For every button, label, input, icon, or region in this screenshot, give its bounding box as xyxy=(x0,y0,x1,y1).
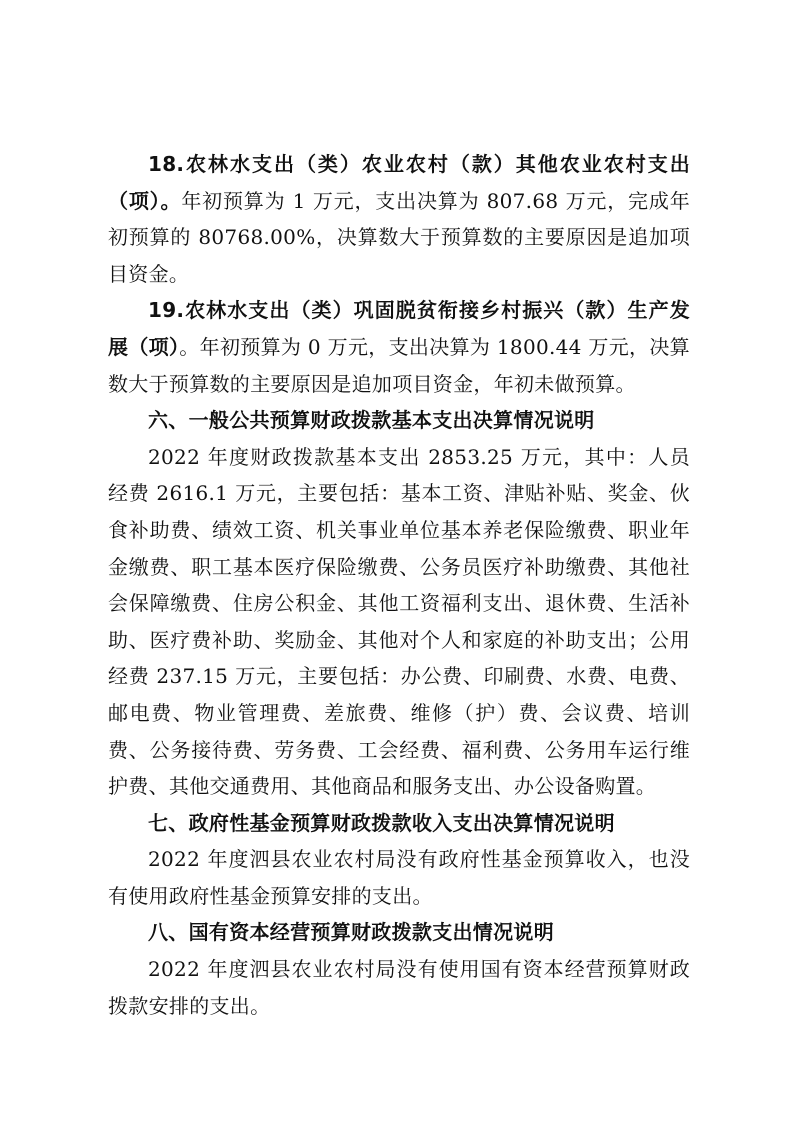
section-6-title: 六、一般公共预算财政拨款基本支出决算情况说明 xyxy=(148,408,595,433)
section-8-title: 八、国有资本经营预算财政拨款支出情况说明 xyxy=(148,920,554,945)
item-18-heading: 18.农林水支出（类）农业农村（款）其他农业农村支出（项）。 xyxy=(108,152,690,213)
section-7-title: 七、政府性基金预算财政拨款收入支出决算情况说明 xyxy=(148,810,615,835)
item-19-body: 。年初预算为 0 万元，支出决算为 1800.44 万元，决算数大于预算数的主要原因是追加项目资金，年初未做预算。 xyxy=(108,334,690,396)
item-19-heading: 19.农林水支出（类）巩固脱贫衔接乡村振兴（款）生产发展（项） xyxy=(108,298,690,359)
item-18-paragraph xyxy=(108,146,690,292)
item-19-paragraph xyxy=(108,292,690,402)
item-18-body: 年初预算为 1 万元，支出决算为 807.68 万元，完成年初预算的 80768.00%，决算数大于预算数的主要原因是追加项目资金。 xyxy=(108,188,691,286)
section-8-body: 2022 年度泗县农业农村局没有使用国有资本经营预算财政拨款安排的支出。 xyxy=(108,957,690,1018)
section-6-body: 2022 年度财政拨款基本支出 2853.25 万元，其中：人员经费 2616.1 万元，主要包括：基本工资、津贴补贴、奖金、伙食补助费、绩效工资、机关事业单位基本养老保险缴费、职业年金缴费、职工基本医疗保险缴费、公务员医疗补助缴费、其他社会保障缴费、住房公积金、其他工资福利支出、退休费、生活补助、医疗费补助、奖励金、其他对个人和家庭的补助支出；公用经费 237.15 万元，主要包括：办公费、印刷费、水费、电费、邮电费、物业管理费、差旅费、维修（护）费、会议费、培训费、公务接待费、劳务费、工会经费、福利费、公务用车运行维护费、其他交通费用、其他商品和服务支出、办公设备购置。 xyxy=(108,444,690,799)
document-page xyxy=(108,146,690,1024)
section-7-body: 2022 年度泗县农业农村局没有政府性基金预算收入，也没有使用政府性基金预算安排的支出。 xyxy=(108,847,690,908)
